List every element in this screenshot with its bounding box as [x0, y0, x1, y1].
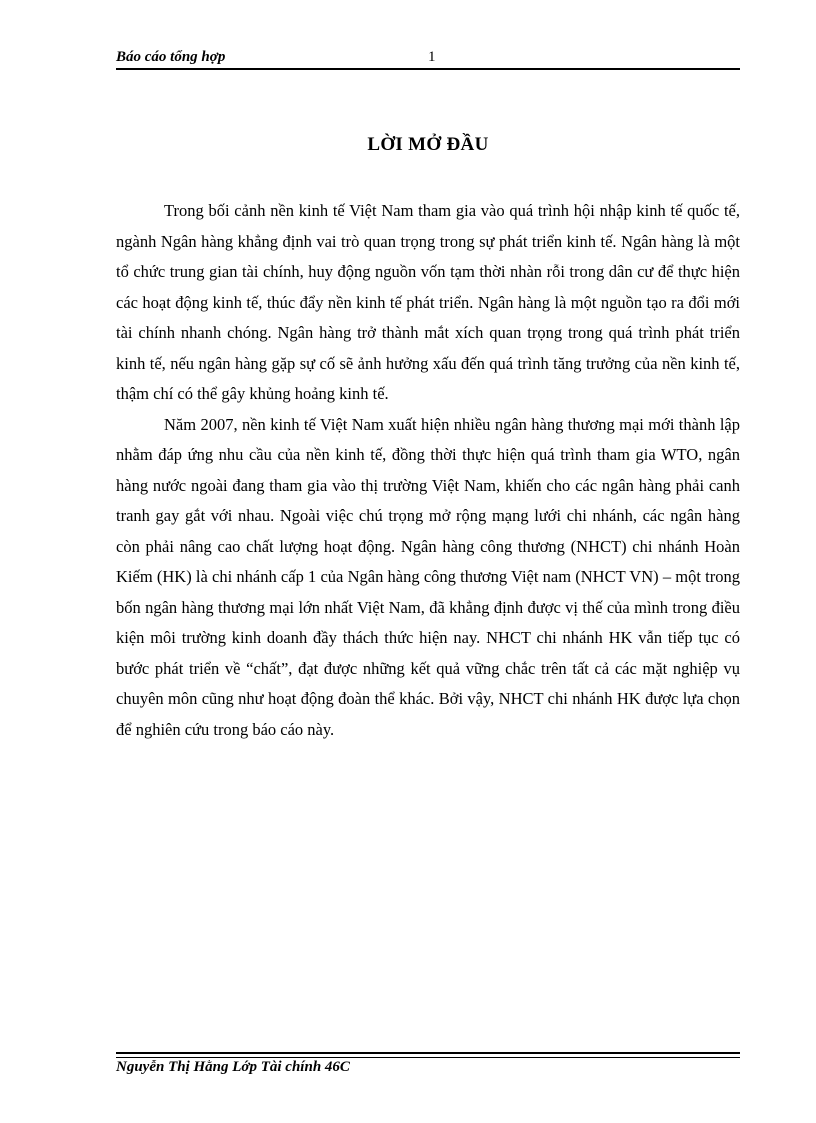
- paragraph-2: Năm 2007, nền kinh tế Việt Nam xuất hiện nhiều ngân hàng thương mại mới thành lập nhằm đáp ứng nhu cầu của nền kinh tế, đồng thời thực hiện quá trình tham gia WTO, ngân hàng nước ngoài đang tham gia vào thị trường Việt Nam, khiến cho các ngân hàng phải canh tranh gay gắt với nhau. Ngoài việc chú trọng mở rộng mạng lưới chi nhánh, các ngân hàng còn phải nâng cao chất lượng hoạt động. Ngân hàng công thương (NHCT) chi nhánh Hoàn Kiếm (HK) là chi nhánh cấp 1 của Ngân hàng công thương Việt nam (NHCT VN) – một trong bốn ngân hàng thương mại lớn nhất Việt Nam, đã khẳng định được vị thế của mình trong điều kiện môi trường kinh doanh đầy thách thức hiện nay. NHCT chi nhánh HK vẫn tiếp tục có bước phát triển về “chất”, đạt được những kết quả vững chắc trên tất cả các mặt nghiệp vụ chuyên môn cũng như hoạt động đoàn thể khác. Bởi vậy, NHCT chi nhánh HK được lựa chọn để nghiên cứu trong báo cáo này.: [116, 414, 740, 739]
- document-title: LỜI MỞ ĐẦU: [367, 134, 489, 155]
- page-number: 1: [428, 49, 436, 65]
- document-body: [116, 196, 740, 745]
- page-header: [116, 48, 740, 68]
- footer-divider-thin: [116, 1057, 740, 1058]
- header-divider: [116, 68, 740, 70]
- header-title: Báo cáo tổng hợp: [116, 49, 226, 65]
- footer-divider-thick: [116, 1052, 740, 1054]
- paragraph-1: Trong bối cảnh nền kinh tế Việt Nam tham gia vào quá trình hội nhập kinh tế quốc tế, ngành Ngân hàng khẳng định vai trò quan trọng trong sự phát triển kinh tế. Ngân hàng là một tổ chức trung gian tài chính, huy động nguồn vốn tạm thời nhàn rỗi trong dân cư để thực hiện các hoạt động kinh tế, thúc đẩy nền kinh tế phát triển. Ngân hàng là một nguồn tạo ra đổi mới tài chính nhanh chóng. Ngân hàng trở thành mắt xích quan trọng trong quá trình phát triển kinh tế, nếu ngân hàng gặp sự cố sẽ ảnh hưởng xấu đến quá trình tăng trưởng của nền kinh tế, thậm chí có thể gây khủng hoảng kinh tế.: [116, 201, 740, 403]
- footer-author: Nguyễn Thị Hằng Lớp Tài chính 46C: [116, 1059, 350, 1075]
